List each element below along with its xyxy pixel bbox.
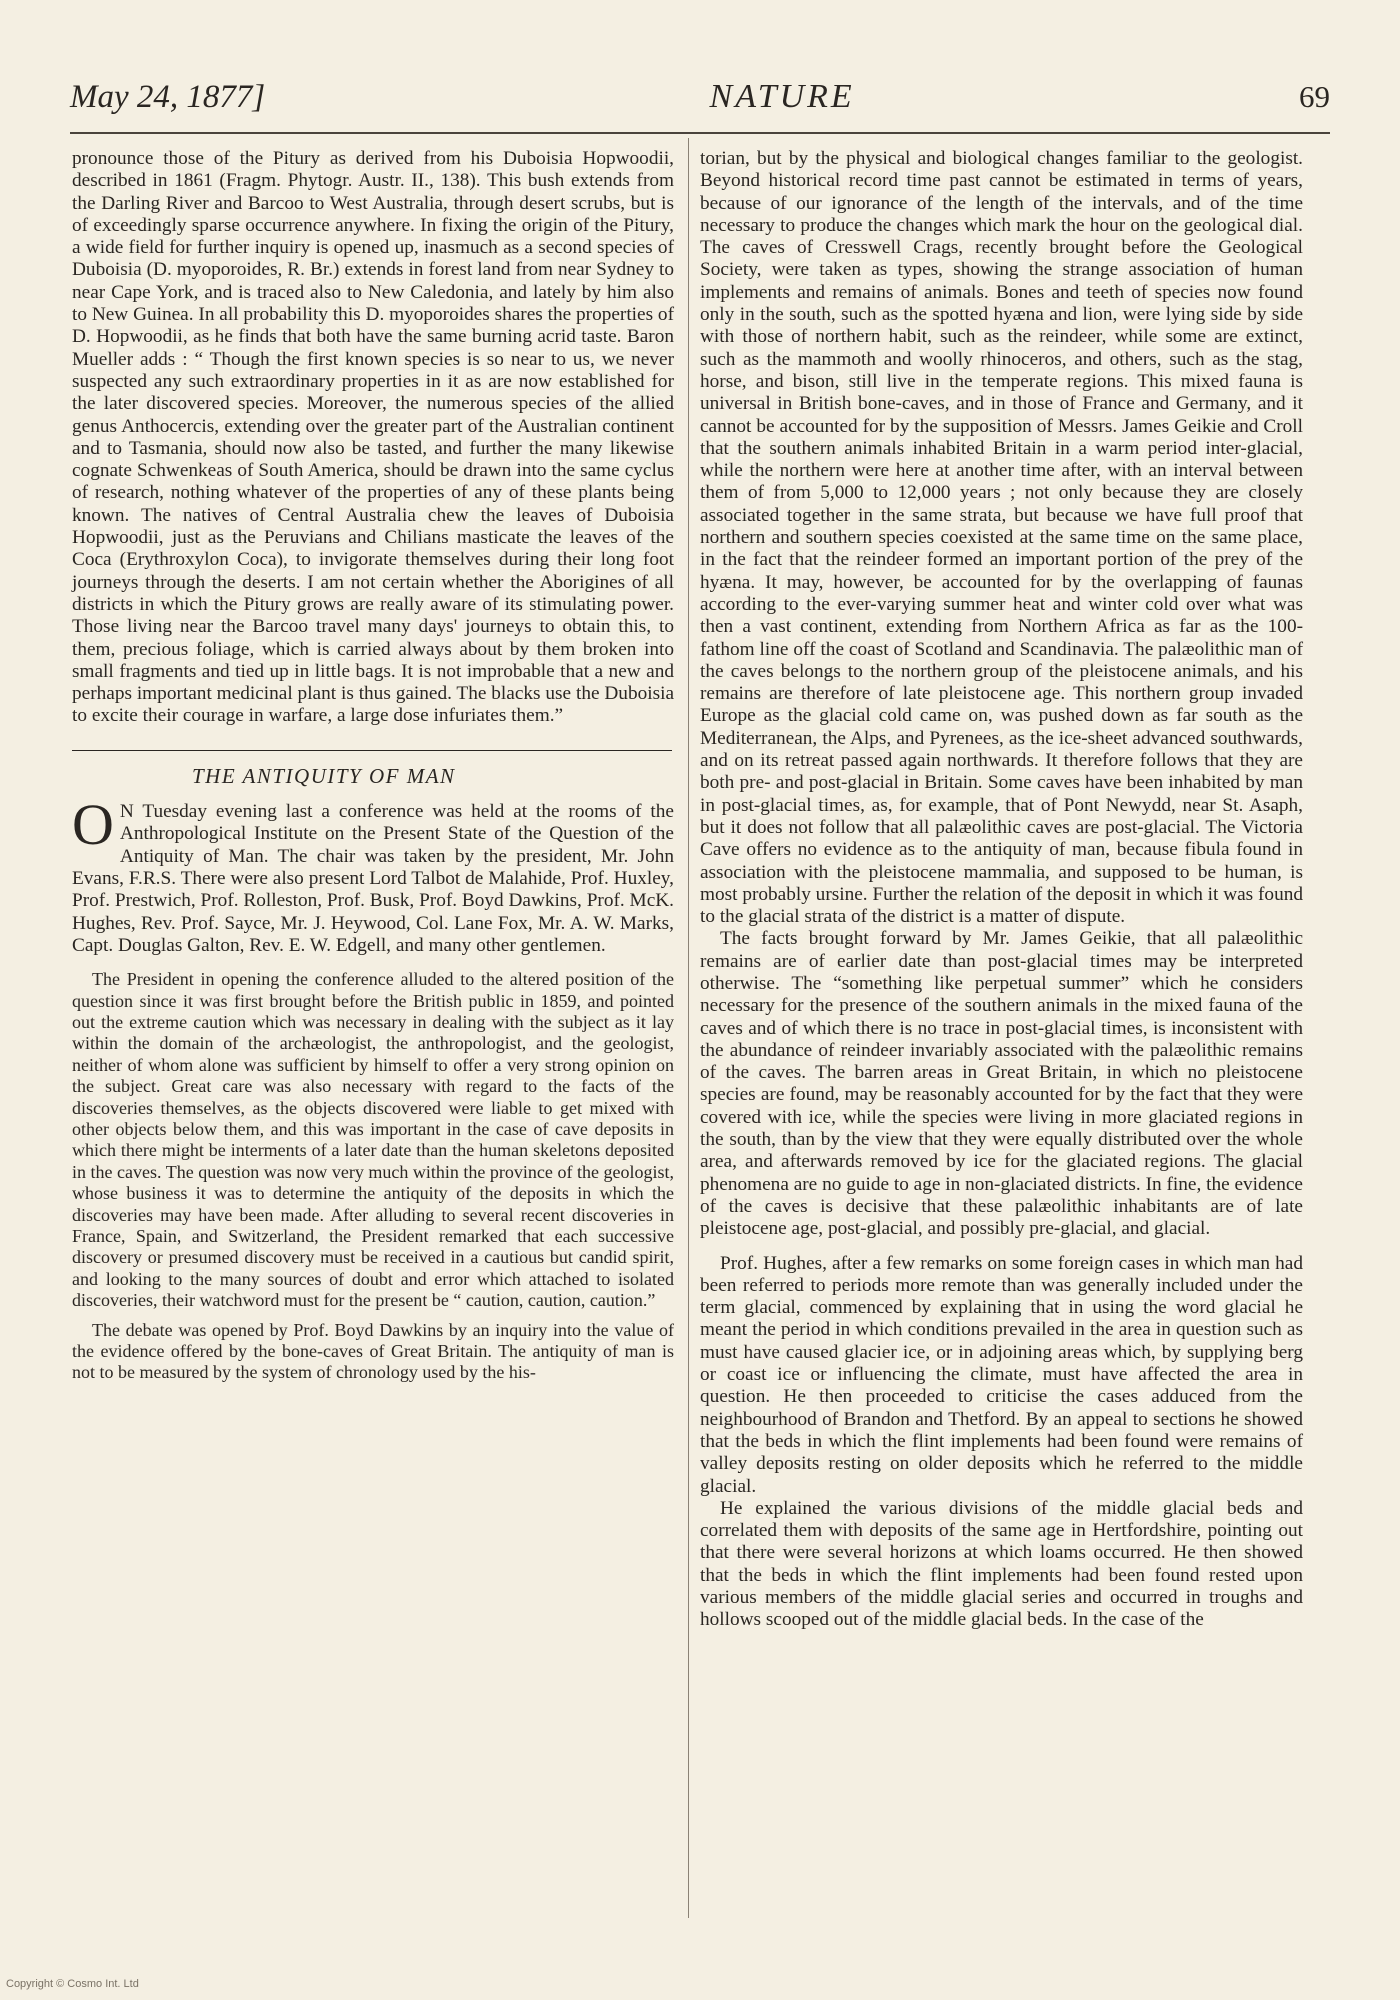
right-column — [700, 148, 1303, 1632]
hughes-paragraph: Prof. Hughes, after a few remarks on some foreign cases in which man had been referred to periods more remote than was generally included under the term glacial, commenced by explaining that in using the word glacial he meant the period in which conditions prevailed in the area in question such as must have caused glacier ice, or in adjoining areas which, by supplying berg or coast ice or influencing the climate, must have affected the area in question. He then proceeded to criticise the cases adduced from the neighbourhood of Brandon and Thetford. By an appeal to sections he showed that the beds in which the flint implements had been found were remains of valley deposits resting on older deposits which he referred to the middle glacial. — [700, 1252, 1303, 1497]
pitury-continued-paragraph: pronounce those of the Pitury as derived from his Duboisia Hopwoodii, described in 1861 (Fragm. Phytogr. Austr. II., 138). This bush extends from the Darling River and Barcoo to West Australia, through desert scrubs, but is of exceedingly sparse occurrence anywhere. In fixing the origin of the Pitury, a wide field for further inquiry is opened up, inasmuch as a second species of Duboisia (D. myoporoides, R. Br.) extends in forest land from near Sydney to near Cape York, and is traced also to New Caledonia, and lately by him also to New Guinea. In all probability this D. myoporoides shares the properties of D. Hopwoodii, as he finds that both have the same burning acrid taste. Baron Mueller adds : “ Though the first known species is so near to us, we never suspected any such extraordinary properties in it as are now established for the later discovered species. Moreover, the numerous species of the allied genus Anthocercis, extending over the greater part of the Australian continent and to Tasmania, should now also be tasted, and further the many likewise cognate Schwenkeas of South America, should be drawn into the same cyclus of research, nothing whatever of the properties of any of these plants being known. The natives of Central Australia chew the leaves of Duboisia Hopwoodii, just as the Peruvians and Chilians masticate the leaves of the Coca (Erythroxylon Coca), to invigorate themselves during their long foot journeys through the deserts. I am not certain whether the Aborigines of all districts in which the Pitury grows are really aware of its stimulating power. Those living near the Barcoo travel many days' journeys to obtain this, to them, precious foliage, which is carried always about by them broken into small fragments and tied up in little bags. It is not improbable that a new and perhaps important medicinal plant is thus gained. The blacks use the Duboisia to excite their courage in warfare, a large dose infuriates them.” — [72, 148, 674, 727]
header-rule — [70, 132, 1330, 134]
column-divider — [688, 138, 689, 1918]
section-title: THE ANTIQUITY OF MAN — [192, 763, 456, 788]
intro-text: N Tuesday evening last a conference was held at the rooms of the Anthropological Institute on the Present State of the Question of the Antiquity of Man. The chair was taken by the president, Mr. John Evans, F.R.S. There were also present Lord Talbot de Malahide, Prof. Huxley, Prof. Prestwich, Prof. Rolleston, Prof. Busk, Prof. Boyd Dawkins, Prof. McK. Hughes, Rev. Prof. Sayce, Mr. J. Heywood, Col. Lane Fox, Mr. A. W. Marks, Capt. Douglas Galton, Rev. E. W. Edgell, and many other gentlemen. — [72, 801, 674, 956]
debate-paragraph: The debate was opened by Prof. Boyd Dawkins by an inquiry into the value of the evidence offered by the bone-caves of Great Britain. The antiquity of man is not to be measured by the system of chronology used by the his- — [72, 1319, 674, 1383]
geikie-paragraph: The facts brought forward by Mr. James Geikie, that all palæolithic remains are of earlier date than post-glacial times may be interpreted otherwise. The “something like perpetual summer” which he considers necessary for the presence of the southern animals in the mixed fauna of the caves and of which there is no trace in post-glacial times, is inconsistent with the abundance of reindeer invariably associated with the palæolithic remains of the caves. The barren areas in Great Britain, in which no pleistocene species are found, may be reasonably accounted for by the fact that they were covered with ice, while the species were living in more glaciated regions in the south, than by the view that they were equally distributed over the whole area, and afterwards removed by ice for the glaciated regions. The glacial phenomena are no guide to age in non-glaciated districts. In fine, the evidence of the caves is decisive that these palæolithic inhabitants are of late pleistocene age, post-glacial, and possibly pre-glacial, and glacial. — [700, 928, 1303, 1240]
middle-glacial-paragraph: He explained the various divisions of the middle glacial beds and correlated them with deposits of the same age in Hertfordshire, pointing out that there were several horizons at which loams occurred. He then showed that the beds in which the flint implements had been found rested upon various members of the middle glacial series and occurred in troughs and hollows scooped out of the middle glacial beds. In the case of the — [700, 1497, 1303, 1631]
president-paragraph: The President in opening the conference alluded to the altered position of the question since it was first brought before the British public in 1859, and pointed out the extreme caution which was necessary in dealing with the subject as it lay within the domain of the archæologist, the anthropologist, and the geologist, neither of whom alone was sufficient by himself to offer a very strong opinion on the subject. Great care was also necessary with regard to the facts of the discoveries themselves, as the objects discovered were liable to get mixed with other objects below them, and this was important in the case of cave deposits in which there might be interments of a later date than the human skeletons deposited in the caves. The question was now very much within the province of the geologist, whose business it was to determine the antiquity of the deposits in which the discoveries may have been made. After alluding to several recent discoveries in France, Spain, and Switzerland, the President remarked that each successive discovery or presumed discovery must be received in a cautious but candid spirit, and looking to the many sources of doubt and error which attached to isolated discoveries, their watchword must for the present be “ caution, caution, caution.” — [72, 969, 674, 1311]
issue-date: May 24, 1877] — [70, 79, 266, 115]
journal-title: NATURE — [709, 78, 855, 115]
left-column — [72, 148, 674, 1384]
intro-paragraph — [72, 792, 674, 957]
page-number: 69 — [1298, 79, 1330, 114]
page-header — [70, 78, 1330, 128]
copyright-footer: Copyright © Cosmo Int. Ltd — [6, 1978, 139, 1990]
dawkins-paragraph: torian, but by the physical and biological changes familiar to the geologist. Beyond historical record time past cannot be estimated in terms of years, because of our ignorance of the length of the intervals, and of the time necessary to produce the changes which mark the hour on the geological dial. The caves of Cresswell Crags, recently brought before the Geological Society, were taken as types, showing the strange association of human implements and remains of animals. Bones and teeth of species now found only in the south, such as the spotted hyæna and lion, were lying side by side with those of northern habit, such as the reindeer, while some are extinct, such as the mammoth and woolly rhinoceros, and others, such as the stag, horse, and bison, still live in the temperate regions. This mixed fauna is universal in British bone-caves, and in those of France and Germany, and it cannot be accounted for by the supposition of Messrs. James Geikie and Croll that the southern animals inhabited Britain in a warm period inter-glacial, while the northern were here at another time after, with an interval between them of from 5,000 to 12,000 years ; not only because they are closely associated together in the same strata, but because we have full proof that northern and southern species coexisted at the same time on the same place, in the fact that the reindeer formed an important portion of the prey of the hyæna. It may, however, be accounted for by the overlapping of faunas according to the ever-varying summer heat and winter cold over what was then a vast continent, extending from Northern Africa as far as the 100-fathom line off the coast of Scotland and Scandinavia. The palæolithic man of the caves belongs to the northern group of the pleistocene animals, and his remains are therefore of late pleistocene age. This northern group invaded Europe as the glacial cold came on, was pushed down as far south as the Mediterranean, the Alps, and Pyrenees, as the ice-sheet advanced southwards, and on its retreat passed again northwards. It therefore follows that they are both pre- and post-glacial in Britain. Some caves have been inhabited by man in post-glacial times, as, for example, that of Pont Newydd, near St. Asaph, but it does not follow that all palæolithic caves are post-glacial. The Victoria Cave offers no evidence as to the antiquity of man, because fibula found in association with the pleistocene mammalia, and supposed to be human, is most probably ursine. Further the relation of the deposit in which it was found to the glacial strata of the district is a matter of dispute. — [700, 148, 1303, 928]
section-rule — [72, 750, 672, 751]
drop-cap: O — [72, 792, 114, 858]
